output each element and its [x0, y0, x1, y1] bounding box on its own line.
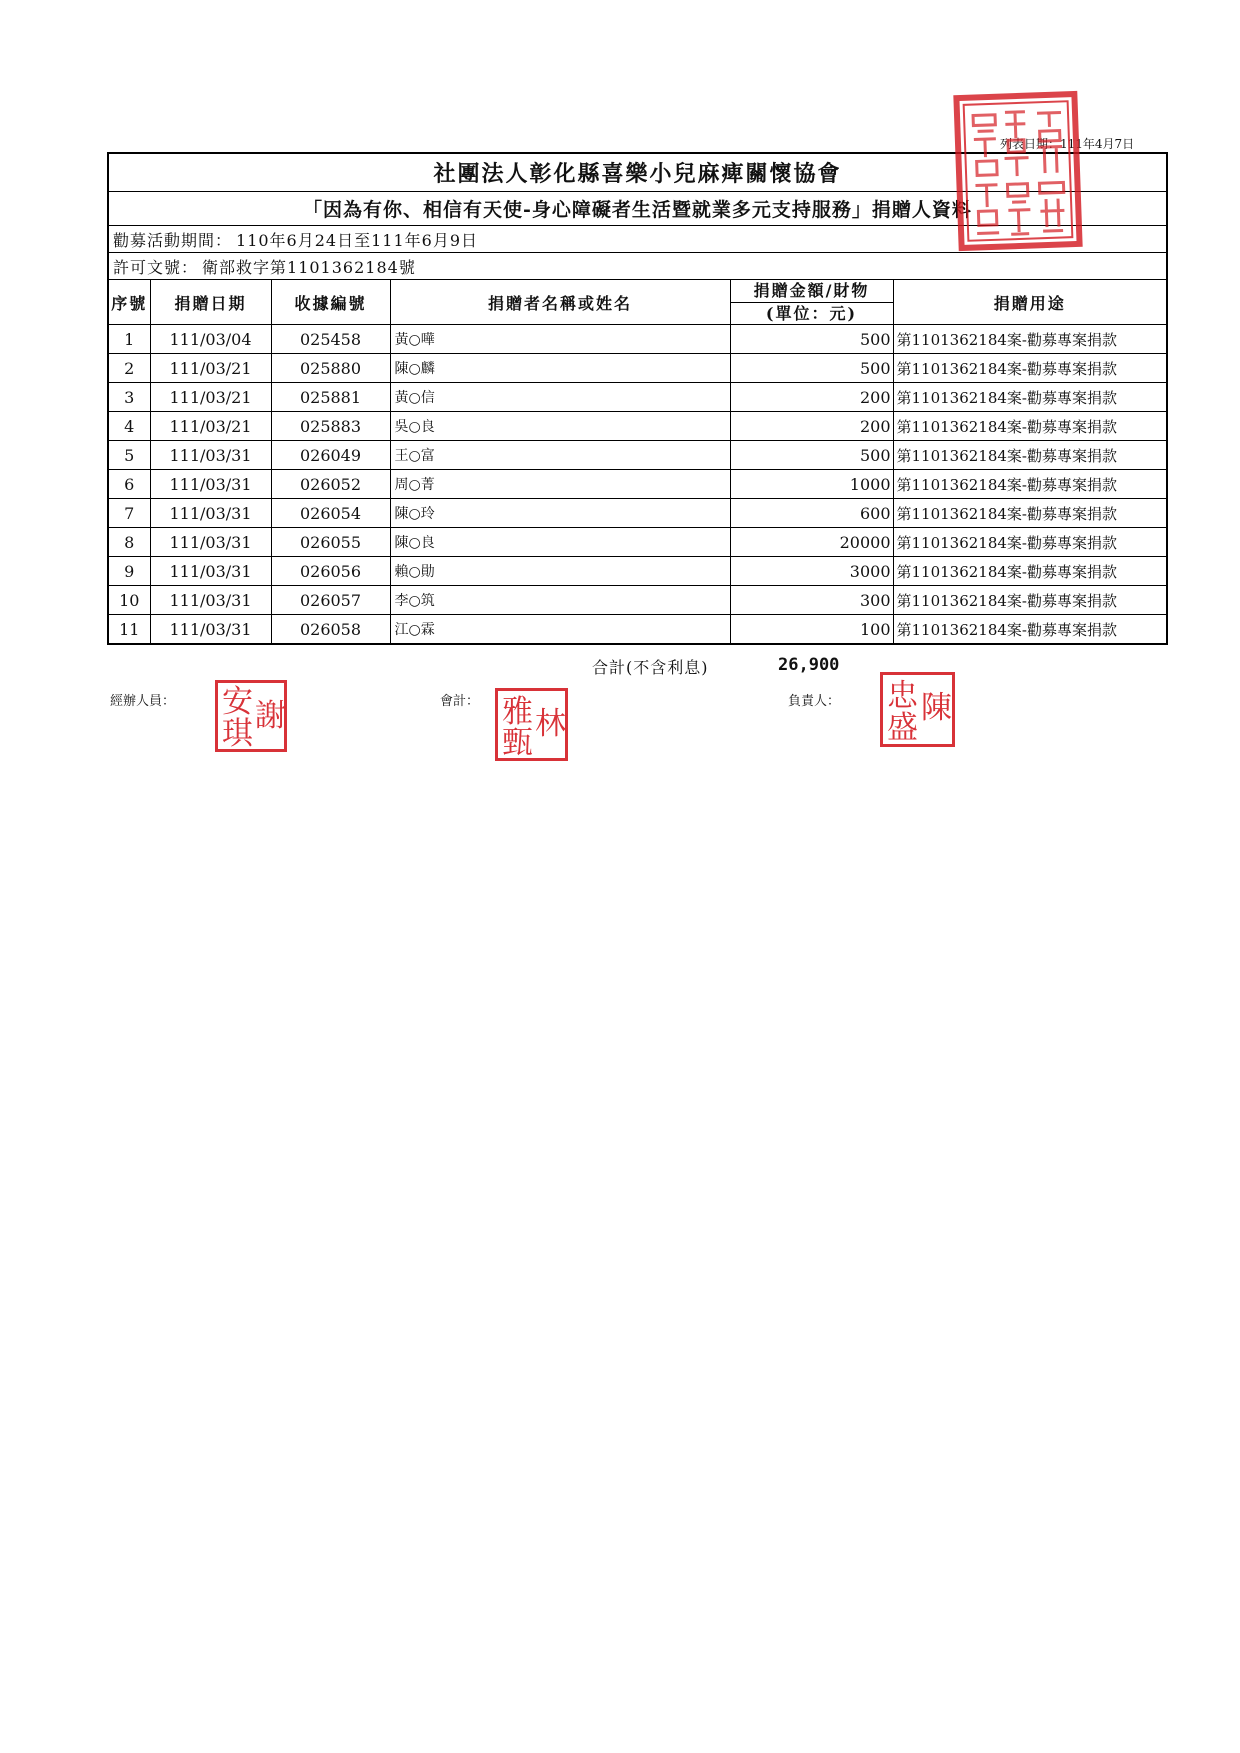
row-purpose: 第1101362184案-勸募專案捐款: [893, 528, 1166, 557]
row-receipt: 025883: [271, 412, 390, 441]
row-receipt: 026052: [271, 470, 390, 499]
row-no: 7: [109, 499, 150, 528]
row-donor-name: 李○筑: [390, 586, 730, 615]
document-subtitle: 「因為有你、相信有天使-身心障礙者生活暨就業多元支持服務」捐贈人資料: [109, 192, 1166, 226]
col-header-amount-line2: (單位：元): [765, 304, 858, 323]
table-row: [109, 615, 1166, 644]
row-no: 8: [109, 528, 150, 557]
accountant-stamp-char: 雅: [502, 694, 533, 730]
manager-stamp-char: 盛: [887, 710, 918, 746]
handler-label: 經辦人員：: [110, 694, 176, 709]
row-amount: 200: [730, 383, 893, 412]
table-row: [109, 586, 1166, 615]
accountant-stamp-char: 甄: [502, 725, 533, 761]
row-date: 111/03/31: [150, 441, 271, 470]
col-header-name: 捐贈者名稱或姓名: [390, 280, 730, 325]
association-seal: [952, 90, 1083, 252]
row-date: 111/03/31: [150, 499, 271, 528]
permit-number-label: 許可文號：: [113, 257, 199, 277]
row-receipt: 025880: [271, 354, 390, 383]
table-row: [109, 441, 1166, 470]
row-amount: 500: [730, 441, 893, 470]
table-header-row: [109, 280, 1166, 325]
row-donor-name: 賴○勛: [390, 557, 730, 586]
row-purpose: 第1101362184案-勸募專案捐款: [893, 586, 1166, 615]
handler-stamp: [215, 680, 287, 752]
row-donor-name: 陳○良: [390, 528, 730, 557]
row-donor-name: 黃○嘩: [390, 325, 730, 354]
permit-number-value: 衛部救字第1101362184號: [202, 257, 416, 277]
row-amount: 1000: [730, 470, 893, 499]
row-purpose: 第1101362184案-勸募專案捐款: [893, 615, 1166, 644]
manager-label: 負責人：: [788, 694, 841, 709]
handler-stamp-char: 安: [222, 684, 253, 720]
document-title: 社團法人彰化縣喜樂小兒麻痺關懷協會: [109, 154, 1166, 192]
row-donor-name: 江○霖: [390, 615, 730, 644]
row-receipt: 026049: [271, 441, 390, 470]
row-no: 3: [109, 383, 150, 412]
row-date: 111/03/31: [150, 615, 271, 644]
row-purpose: 第1101362184案-勸募專案捐款: [893, 441, 1166, 470]
row-date: 111/03/21: [150, 354, 271, 383]
row-amount: 100: [730, 615, 893, 644]
row-amount: 200: [730, 412, 893, 441]
row-amount: 20000: [730, 528, 893, 557]
row-amount: 3000: [730, 557, 893, 586]
row-donor-name: 黃○信: [390, 383, 730, 412]
row-no: 10: [109, 586, 150, 615]
manager-stamp-char: 忠: [887, 678, 918, 714]
table-row: [109, 528, 1166, 557]
row-amount: 500: [730, 325, 893, 354]
row-amount: 500: [730, 354, 893, 383]
row-amount: 300: [730, 586, 893, 615]
row-purpose: 第1101362184案-勸募專案捐款: [893, 499, 1166, 528]
col-header-purpose: 捐贈用途: [893, 280, 1166, 325]
accountant-stamp-char: 林: [535, 706, 566, 742]
row-date: 111/03/21: [150, 412, 271, 441]
col-header-amount-line1: 捐贈金額/財物: [731, 280, 893, 303]
row-no: 5: [109, 441, 150, 470]
row-receipt: 025458: [271, 325, 390, 354]
table-row: [109, 383, 1166, 412]
row-date: 111/03/31: [150, 470, 271, 499]
table-row: [109, 325, 1166, 354]
table-row: [109, 557, 1166, 586]
table-row: [109, 412, 1166, 441]
handler-stamp-char: 琪: [222, 716, 253, 752]
row-receipt: 026054: [271, 499, 390, 528]
row-purpose: 第1101362184案-勸募專案捐款: [893, 383, 1166, 412]
row-purpose: 第1101362184案-勸募專案捐款: [893, 325, 1166, 354]
table-row: [109, 470, 1166, 499]
row-date: 111/03/21: [150, 383, 271, 412]
total-value: 26,900: [778, 655, 840, 675]
row-donor-name: 陳○麟: [390, 354, 730, 383]
campaign-period-label: 勸募活動期間：: [113, 230, 233, 250]
row-date: 111/03/31: [150, 557, 271, 586]
row-no: 2: [109, 354, 150, 383]
col-header-amount: [730, 280, 893, 325]
row-no: 4: [109, 412, 150, 441]
row-receipt: 026057: [271, 586, 390, 615]
seal-glyph-strokes: [973, 110, 1065, 235]
col-header-no: 序號: [109, 280, 150, 325]
print-date: 列表日期：111年4月7日: [1000, 137, 1135, 151]
row-receipt: 026055: [271, 528, 390, 557]
row-purpose: 第1101362184案-勸募專案捐款: [893, 412, 1166, 441]
row-amount: 600: [730, 499, 893, 528]
handler-stamp-char: 謝: [255, 698, 286, 734]
col-header-date: 捐贈日期: [150, 280, 271, 325]
row-date: 111/03/31: [150, 528, 271, 557]
row-receipt: 026058: [271, 615, 390, 644]
row-purpose: 第1101362184案-勸募專案捐款: [893, 557, 1166, 586]
campaign-period-value: 110年6月24日至111年6月9日: [236, 230, 478, 250]
row-date: 111/03/04: [150, 325, 271, 354]
row-donor-name: 王○富: [390, 441, 730, 470]
donor-table: [109, 280, 1166, 643]
row-no: 6: [109, 470, 150, 499]
permit-number: [109, 253, 1166, 280]
col-header-receipt: 收據編號: [271, 280, 390, 325]
row-purpose: 第1101362184案-勸募專案捐款: [893, 354, 1166, 383]
manager-stamp: [880, 672, 955, 747]
manager-stamp-char: 陳: [921, 690, 952, 726]
row-no: 9: [109, 557, 150, 586]
row-receipt: 026056: [271, 557, 390, 586]
row-no: 1: [109, 325, 150, 354]
row-donor-name: 吳○良: [390, 412, 730, 441]
row-purpose: 第1101362184案-勸募專案捐款: [893, 470, 1166, 499]
table-row: [109, 499, 1166, 528]
table-row: [109, 354, 1166, 383]
row-donor-name: 陳○玲: [390, 499, 730, 528]
accountant-stamp: [495, 688, 568, 761]
row-date: 111/03/31: [150, 586, 271, 615]
row-receipt: 025881: [271, 383, 390, 412]
row-no: 11: [109, 615, 150, 644]
accountant-label: 會計：: [440, 694, 480, 709]
total-label: 合計(不含利息): [592, 658, 709, 677]
row-donor-name: 周○菁: [390, 470, 730, 499]
